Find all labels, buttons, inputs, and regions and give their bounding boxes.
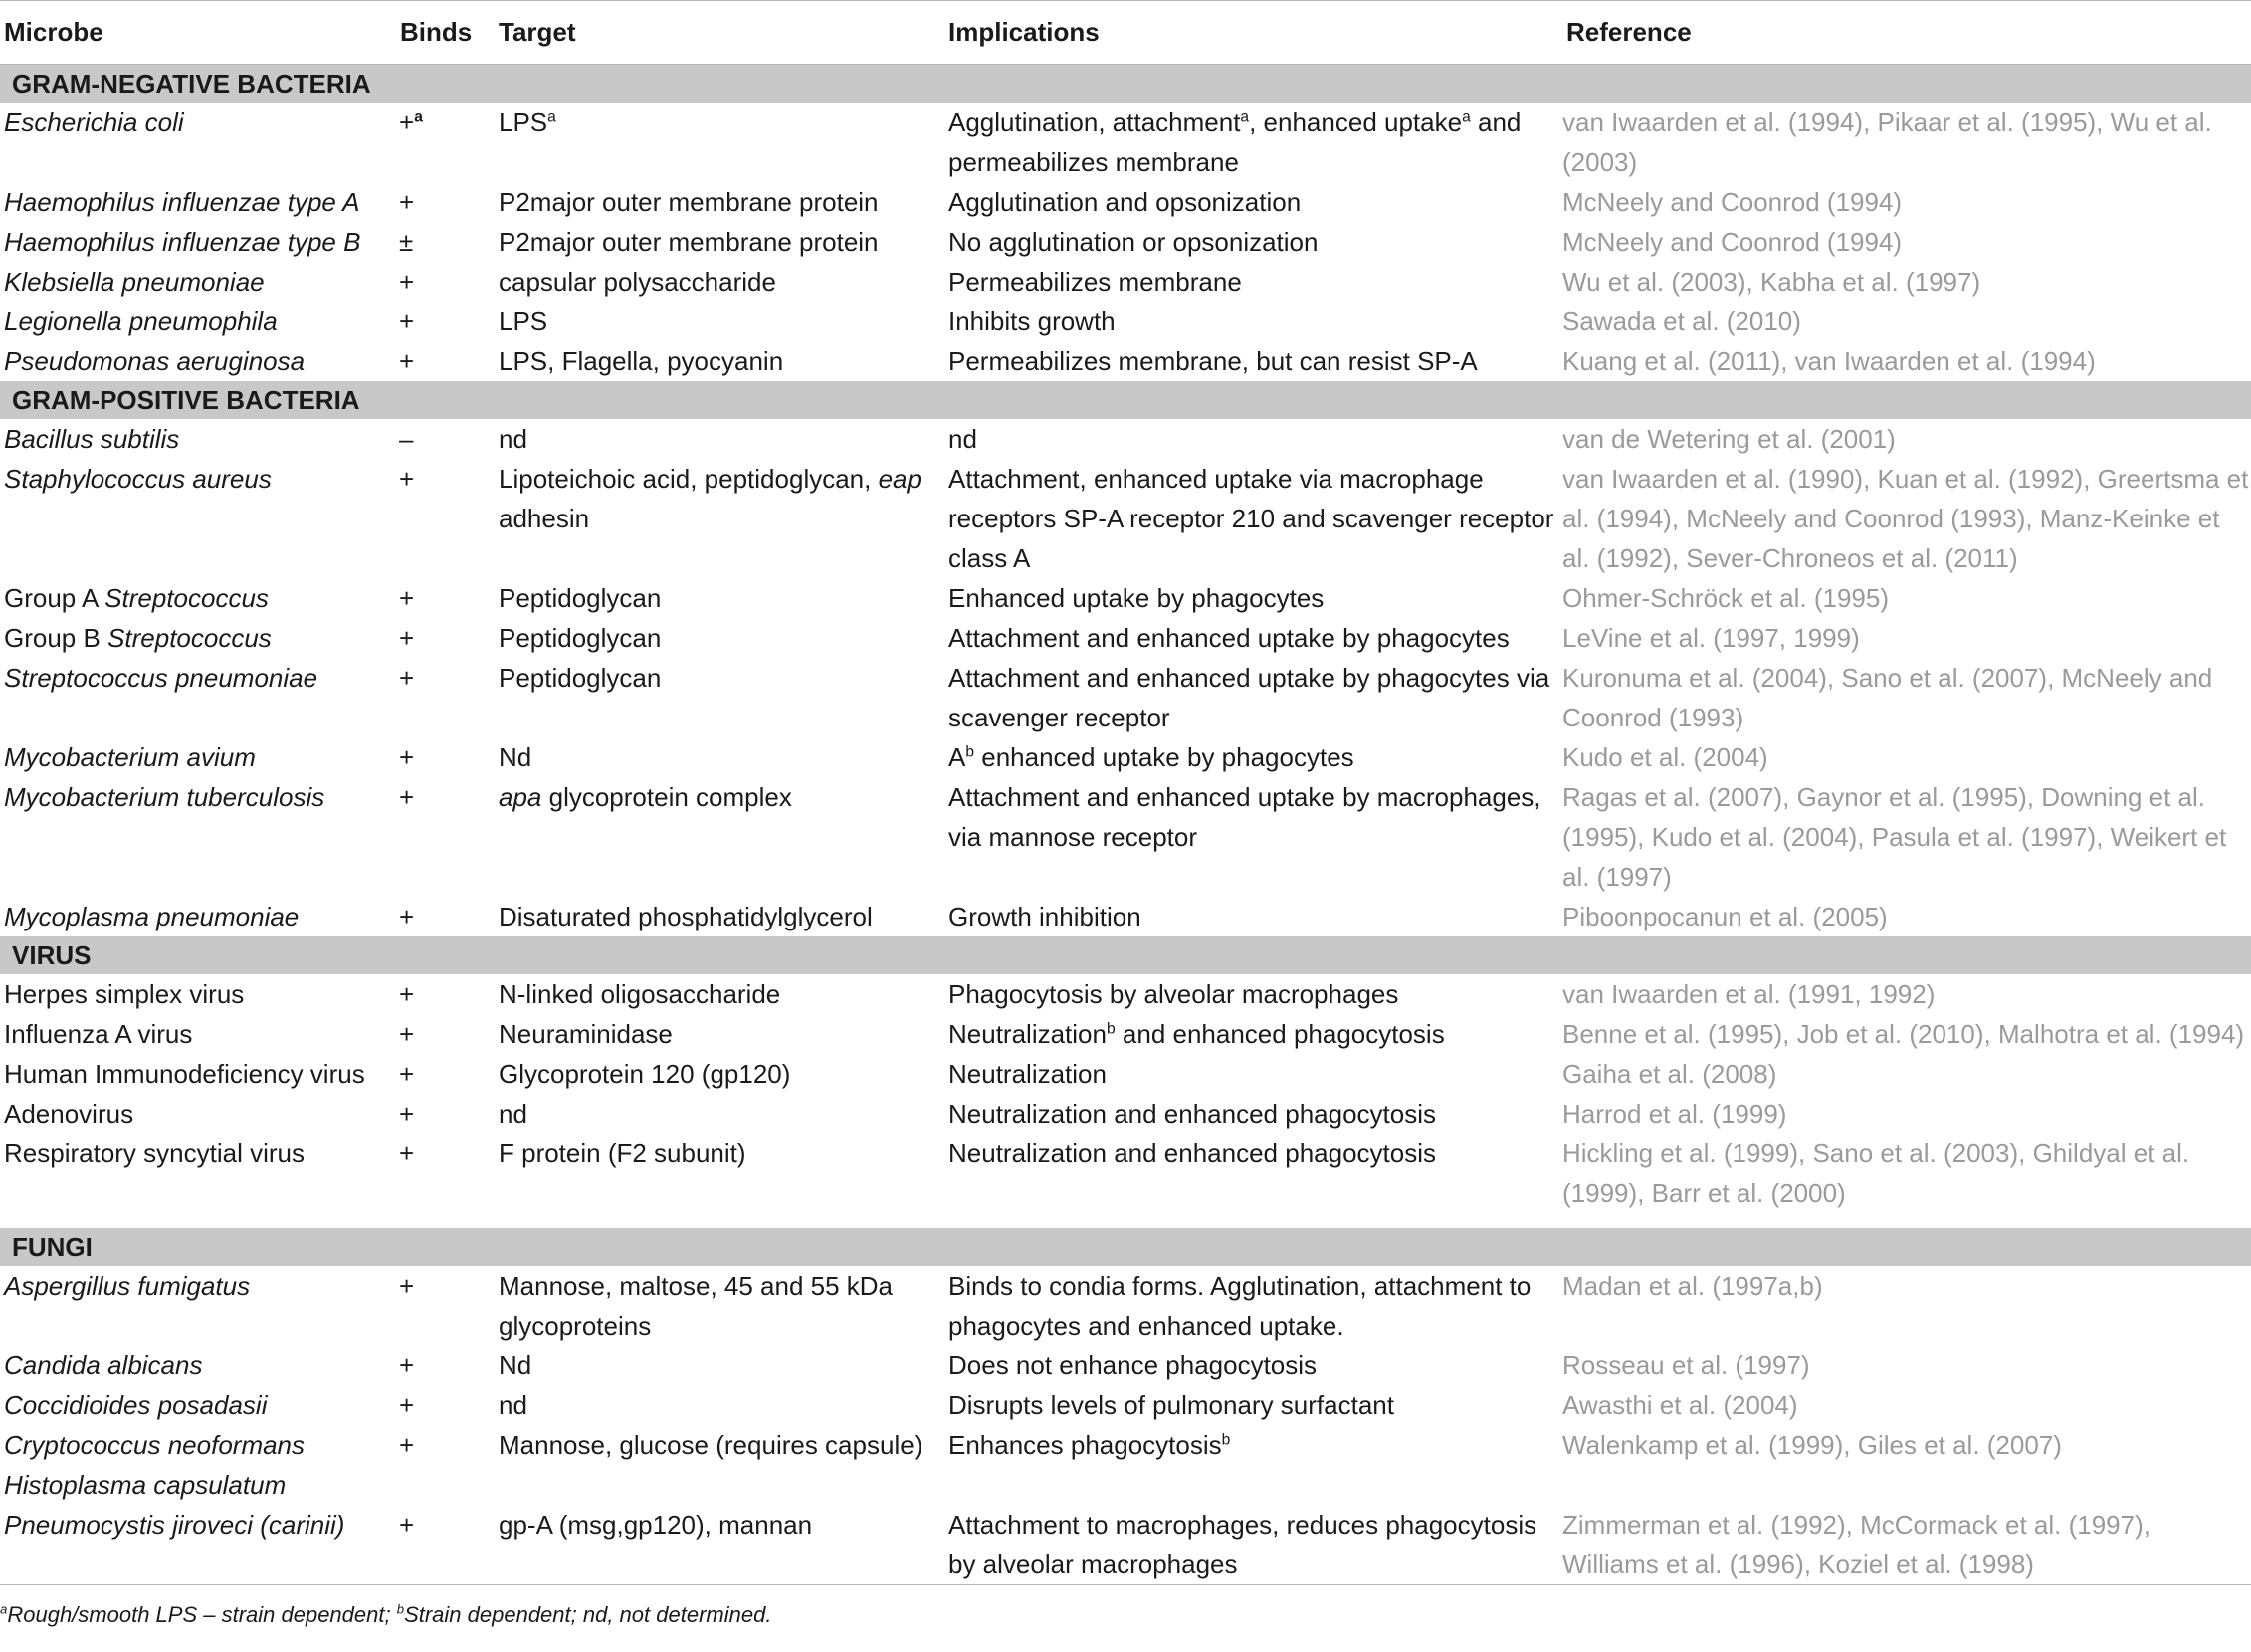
section-spacer (0, 1213, 2251, 1228)
binds-cell: +$^a$ (399, 107, 423, 137)
spacer-cell (0, 1213, 2251, 1228)
table-row (0, 974, 2251, 1014)
table-row (0, 1385, 2251, 1425)
implications-cell: Enhanced uptake by phagocytes (948, 583, 1325, 613)
binds-cell: + (399, 583, 415, 613)
table-row (0, 1094, 2251, 1134)
implications-cell: Agglutination and opsonization (948, 187, 1302, 217)
binds-cell: + (399, 1350, 415, 1380)
implications-cell: Agglutination, attachment$^a$, enhanced uptake$^a$ and permeabilizes membrane (948, 107, 1522, 177)
binds-cell: – (399, 424, 414, 454)
microbe-cell: Coccidioides posadasii (4, 1390, 268, 1420)
target-cell: Mannose, glucose (requires capsule) (499, 1430, 923, 1460)
table-row (0, 1054, 2251, 1094)
microbe-cell: Streptococcus pneumoniae (4, 663, 318, 693)
target-cell: P2major outer membrane protein (499, 187, 879, 217)
table-row (0, 1345, 2251, 1385)
binds-cell: + (399, 1510, 415, 1540)
section-title: GRAM-POSITIVE BACTERIA (0, 381, 2251, 419)
target-cell: Lipoteichoic acid, peptidoglycan, eap adhesin (499, 464, 921, 533)
microbe-cell: Respiratory syncytial virus (4, 1138, 305, 1168)
binds-cell: ± (399, 227, 414, 257)
implications-cell: Neutralization and enhanced phagocytosis (948, 1099, 1437, 1129)
table-row (0, 897, 2251, 936)
microbe-cell: Mycobacterium avium (4, 742, 256, 772)
reference-cell: Walenkamp et al. (1999), Giles et al. (2007) (1562, 1430, 2062, 1460)
header-target: Target (499, 17, 576, 47)
table-row (0, 1134, 2251, 1213)
implications-cell: $A^b$ enhanced uptake by phagocytes (948, 742, 1354, 772)
binds-cell: + (399, 1271, 415, 1301)
reference-cell: Ohmer-Schröck et al. (1995) (1562, 583, 1890, 613)
target-cell: N-linked oligosaccharide (499, 979, 781, 1009)
binds-cell: + (399, 1430, 415, 1460)
microbe-cell: Group B Streptococcus (4, 623, 272, 653)
target-cell: LPS$^a$ (499, 107, 556, 137)
binds-cell: + (399, 902, 415, 931)
reference-cell: Sawada et al. (2010) (1562, 307, 1801, 336)
table-row (0, 222, 2251, 262)
reference-cell: Gaiha et al. (2008) (1562, 1059, 1777, 1089)
target-cell: Peptidoglycan (499, 663, 662, 693)
reference-cell: van de Wetering et al. (2001) (1562, 424, 1896, 454)
microbe-cell: Staphylococcus aureus (4, 464, 272, 494)
section-header-row (0, 65, 2251, 103)
implications-cell: Phagocytosis by alveolar macrophages (948, 979, 1399, 1009)
implications-cell: Permeabilizes membrane (948, 267, 1242, 297)
implications-cell: Attachment and enhanced uptake by macrophages, via mannose receptor (948, 782, 1541, 852)
reference-cell: van Iwaarden et al. (1990), Kuan et al. (1992), Greertsma et al. (1994), McNeely and Coonrod (1993), Manz-Keinke et al. (1992), Sever-Chroneos et al. (2011) (1562, 464, 2249, 573)
microbe-cell: Mycobacterium tuberculosis (4, 782, 325, 812)
binds-cell: + (399, 1019, 415, 1049)
target-cell: Mannose, maltose, 45 and 55 kDa glycoproteins (499, 1271, 894, 1341)
table-row (0, 1505, 2251, 1585)
implications-cell: Permeabilizes membrane, but can resist SP-A (948, 346, 1478, 376)
reference-cell: Kuang et al. (2011), van Iwaarden et al. (1994) (1562, 346, 2096, 376)
implications-cell: Neutralization and enhanced phagocytosis (948, 1138, 1437, 1168)
reference-cell: LeVine et al. (1997, 1999) (1562, 623, 1860, 653)
reference-cell: Kuronuma et al. (2004), Sano et al. (2007), McNeely and Coonrod (1993) (1562, 663, 2213, 732)
header-reference: Reference (1566, 17, 1692, 47)
binds-cell: + (399, 1059, 415, 1089)
implications-cell: nd (948, 424, 977, 454)
target-cell: nd (499, 1390, 527, 1420)
target-cell: Disaturated phosphatidylglycerol (499, 902, 873, 931)
reference-cell: Zimmerman et al. (1992), McCormack et al. (1997), Williams et al. (1996), Koziel et al. (1998) (1562, 1510, 2150, 1579)
target-cell: Glycoprotein 120 (gp120) (499, 1059, 791, 1089)
microbe-cell: Herpes simplex virus (4, 979, 245, 1009)
target-cell: P2major outer membrane protein (499, 227, 879, 257)
section-title: VIRUS (0, 936, 2251, 974)
microbe-cell: Aspergillus fumigatus (4, 1271, 251, 1301)
microbe-cell: Group A Streptococcus (4, 583, 269, 613)
target-cell: Nd (499, 1350, 532, 1380)
binds-cell: + (399, 1138, 415, 1168)
implications-cell: Neutralization$^b$ and enhanced phagocytosis (948, 1019, 1445, 1049)
binds-cell: + (399, 346, 415, 376)
target-cell: gp-A (msg,gp120), mannan (499, 1510, 813, 1540)
reference-cell: van Iwaarden et al. (1994), Pikaar et al. (1995), Wu et al. (2003) (1562, 107, 2212, 177)
binds-cell: + (399, 742, 415, 772)
microbe-cell: Haemophilus influenzae type A (4, 187, 360, 217)
microbe-cell: Pneumocystis jiroveci (carinii) (4, 1510, 345, 1540)
table-row (0, 1014, 2251, 1054)
microbe-cell: Haemophilus influenzae type B (4, 227, 361, 257)
binds-cell: + (399, 782, 415, 812)
implications-cell: Does not enhance phagocytosis (948, 1350, 1318, 1380)
reference-cell: Harrod et al. (1999) (1562, 1099, 1787, 1129)
microbe-cell: Mycoplasma pneumoniae (4, 902, 300, 931)
microbe-cell: Adenovirus (4, 1099, 134, 1129)
target-cell: capsular polysaccharide (499, 267, 776, 297)
binds-cell: + (399, 307, 415, 336)
reference-cell: Benne et al. (1995), Job et al. (2010), Malhotra et al. (1994) (1562, 1019, 2245, 1049)
target-cell: apa glycoprotein complex (499, 782, 792, 812)
section-header-row (0, 381, 2251, 419)
reference-cell: McNeely and Coonrod (1994) (1562, 227, 1903, 257)
implications-cell: Binds to condia forms. Agglutination, attachment to phagocytes and enhanced uptake. (948, 1271, 1532, 1341)
table-row (0, 459, 2251, 578)
binds-cell: + (399, 187, 415, 217)
target-cell: Peptidoglycan (499, 583, 662, 613)
reference-cell: Hickling et al. (1999), Sano et al. (2003), Ghildyal et al. (1999), Barr et al. (2000) (1562, 1138, 2190, 1208)
target-cell: LPS, Flagella, pyocyanin (499, 346, 784, 376)
reference-cell: McNeely and Coonrod (1994) (1562, 187, 1903, 217)
implications-cell: Inhibits growth (948, 307, 1116, 336)
microbe-cell: Influenza A virus (4, 1019, 193, 1049)
binds-cell: + (399, 663, 415, 693)
microbe-cell: Legionella pneumophila (4, 307, 278, 336)
footnote-row (0, 1585, 2251, 1646)
implications-cell: No agglutination or opsonization (948, 227, 1319, 257)
binds-cell: + (399, 1390, 415, 1420)
reference-cell: van Iwaarden et al. (1991, 1992) (1562, 979, 1936, 1009)
table-header-row (0, 1, 2251, 65)
table-row (0, 1425, 2251, 1505)
target-cell: Neuraminidase (499, 1019, 673, 1049)
header-microbe: Microbe (4, 17, 103, 47)
table-row (0, 578, 2251, 618)
table-row (0, 737, 2251, 777)
binds-cell: + (399, 267, 415, 297)
target-cell: nd (499, 424, 527, 454)
section-title: FUNGI (0, 1228, 2251, 1266)
target-cell: F protein (F2 subunit) (499, 1138, 746, 1168)
table-row (0, 419, 2251, 459)
table-row (0, 777, 2251, 897)
target-cell: nd (499, 1099, 527, 1129)
table-body (0, 65, 2251, 1585)
binds-cell: + (399, 1099, 415, 1129)
microbe-cell: Pseudomonas aeruginosa (4, 346, 306, 376)
microbe-cell: Human Immunodeficiency virus (4, 1059, 365, 1089)
implications-cell: Attachment, enhanced uptake via macrophage receptors SP-A receptor 210 and scavenger receptor class A (948, 464, 1554, 573)
binds-cell: + (399, 979, 415, 1009)
table-row (0, 618, 2251, 658)
table-row (0, 341, 2251, 381)
reference-cell: Ragas et al. (2007), Gaynor et al. (1995), Downing et al. (1995), Kudo et al. (2004), Pasula et al. (1997), Weikert et al. (1997) (1562, 782, 2227, 892)
reference-cell: Madan et al. (1997a,b) (1562, 1271, 1823, 1301)
implications-cell: Attachment to macrophages, reduces phagocytosis by alveolar macrophages (948, 1510, 1537, 1579)
implications-cell: Growth inhibition (948, 902, 1141, 931)
reference-cell: Rosseau et al. (1997) (1562, 1350, 1810, 1380)
implications-cell: Disrupts levels of pulmonary surfactant (948, 1390, 1394, 1420)
implications-cell: Neutralization (948, 1059, 1107, 1089)
target-cell: Nd (499, 742, 532, 772)
table-row (0, 182, 2251, 222)
reference-cell: Wu et al. (2003), Kabha et al. (1997) (1562, 267, 1981, 297)
table-row (0, 103, 2251, 182)
microbe-cell: Klebsiella pneumoniae (4, 267, 265, 297)
binds-cell: + (399, 464, 415, 494)
reference-cell: Kudo et al. (2004) (1562, 742, 1768, 772)
implications-cell: Attachment and enhanced uptake by phagocytes (948, 623, 1510, 653)
microbe-cell: Escherichia coli (4, 107, 184, 137)
target-cell: Peptidoglycan (499, 623, 662, 653)
table-row (0, 1266, 2251, 1345)
reference-cell: Piboonpocanun et al. (2005) (1562, 902, 1888, 931)
reference-cell: Awasthi et al. (2004) (1562, 1390, 1798, 1420)
implications-cell: Enhances phagocytosis$^b$ (948, 1430, 1231, 1460)
microbe-cell: Bacillus subtilis (4, 424, 180, 454)
implications-cell: Attachment and enhanced uptake by phagocytes via scavenger receptor (948, 663, 1550, 732)
section-title: GRAM-NEGATIVE BACTERIA (0, 65, 2251, 103)
table-row (0, 262, 2251, 302)
section-header-row (0, 1228, 2251, 1266)
target-cell: LPS (499, 307, 548, 336)
section-header-row (0, 936, 2251, 974)
table-row (0, 302, 2251, 341)
header-implications: Implications (948, 17, 1100, 47)
binds-cell: + (399, 623, 415, 653)
header-binds: Binds (400, 17, 473, 47)
microbe-cell: Cryptococcus neoformans Histoplasma capsulatum (4, 1430, 306, 1500)
table-row (0, 658, 2251, 737)
footnote: $^a$Rough/smooth LPS – strain dependent; $^b$Strain dependent; nd, not determined. (0, 1585, 2251, 1646)
microbe-cell: Candida albicans (4, 1350, 203, 1380)
